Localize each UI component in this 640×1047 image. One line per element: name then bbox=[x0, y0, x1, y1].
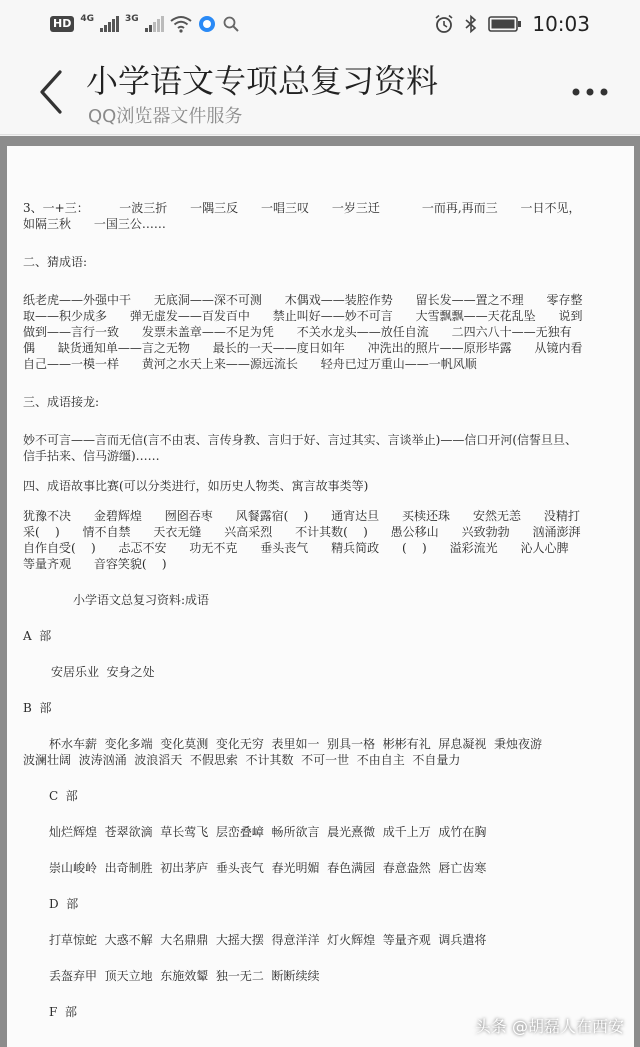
doc-paragraph: 丢盔弃甲 顶天立地 东施效颦 独一无二 断断续续 bbox=[49, 969, 320, 983]
page-title: 小学语文专项总复习资料 bbox=[86, 62, 439, 100]
status-left bbox=[50, 12, 240, 36]
status-bar bbox=[0, 0, 640, 48]
chevron-left-icon bbox=[30, 64, 74, 120]
status-right bbox=[434, 12, 590, 36]
app-header bbox=[0, 48, 640, 135]
bluetooth-icon bbox=[464, 14, 478, 34]
doc-paragraph: 波澜壮阔 波涛汹涌 波浪滔天 不假思索 不计其数 不可一世 不由自主 不自量力 bbox=[23, 753, 461, 767]
signal-1-icon bbox=[100, 16, 119, 32]
document-viewer[interactable] bbox=[0, 136, 640, 1047]
more-dots-icon bbox=[566, 78, 614, 106]
doc-paragraph: 崇山峻岭 出奇制胜 初出茅庐 垂头丧气 春光明媚 春色满园 春意盎然 唇亡齿寒 bbox=[49, 861, 487, 875]
doc-paragraph: 小学语文总复习资料:成语 bbox=[73, 593, 210, 607]
doc-paragraph: 三、成语接龙: bbox=[23, 395, 100, 409]
search-icon bbox=[222, 15, 240, 33]
doc-paragraph: 四、成语故事比赛(可以分类进行，如历史人物类、寓言故事类等) bbox=[23, 479, 369, 493]
doc-paragraph: 二、猜成语: bbox=[23, 255, 88, 269]
doc-paragraph: 灿烂辉煌 苍翠欲滴 草长莺飞 层峦叠嶂 畅所欲言 晨光熹微 成千上万 成竹在胸 bbox=[49, 825, 487, 839]
doc-paragraph: C 部 bbox=[49, 789, 78, 803]
doc-paragraph: F 部 bbox=[49, 1005, 77, 1019]
doc-paragraph: D 部 bbox=[49, 897, 79, 911]
page-subtitle: QQ浏览器文件服务 bbox=[88, 106, 243, 127]
doc-paragraph: 安居乐业 安身之处 bbox=[51, 665, 155, 679]
alarm-icon bbox=[434, 14, 454, 34]
doc-paragraph: 打草惊蛇 大惑不解 大名鼎鼎 大摇大摆 得意洋洋 灯火辉煌 等量齐观 调兵遣将 bbox=[49, 933, 487, 947]
doc-paragraph: B 部 bbox=[23, 701, 52, 715]
network-type-2: 3G bbox=[125, 14, 139, 24]
doc-paragraph: A 部 bbox=[23, 629, 52, 643]
doc-paragraph: 纸老虎——外强中干 无底洞——深不可测 木偶戏——装腔作势 留长发——置之不理 零存整取——积少成多 弹无虚发——百发百中 禁止叫好——妙不可言 大雪飘飘——天花乱坠 说到做到——言行一致 发票未盖章——不足为凭 不关水龙头——放任自流 二四六八十——无独有偶 缺货通知单——言之无物 最长的一天——度日如年 冲洗出的照片——原形毕露 从镜内看自己——一模一样 黄河之水天上来——源远流长 轻舟已过万重山——一帆风顺 bbox=[23, 293, 583, 371]
browser-app-icon bbox=[198, 15, 216, 33]
document-page bbox=[7, 146, 634, 1047]
hd-badge: HD bbox=[50, 16, 74, 32]
clock: 10:03 bbox=[532, 12, 590, 36]
watermark: 头条 @胡磊人在西安 bbox=[474, 1017, 624, 1036]
signal-2-icon bbox=[145, 16, 164, 32]
battery-icon bbox=[488, 15, 522, 33]
wifi-icon bbox=[170, 15, 192, 33]
doc-paragraph: 杯水车薪 变化多端 变化莫测 变化无穷 表里如一 别具一格 彬彬有礼 屏息凝视 秉烛夜游 bbox=[49, 737, 543, 751]
doc-paragraph: 3、一+三： 一波三折 一隅三反 一唱三叹 一岁三迁 一而再,再而三 一日不见，如隔三秋 一国三公…… bbox=[23, 201, 581, 231]
network-type-1: 4G bbox=[80, 14, 94, 24]
more-options-button[interactable] bbox=[566, 78, 614, 106]
document-content bbox=[23, 200, 604, 1020]
doc-paragraph: 犹豫不决 金碧辉煌 囫囵吞枣 风餐露宿( ) 通宵达旦 买椟还珠 安然无恙 没精打采( ) 情不自禁 天衣无缝 兴高采烈 不计其数( ) 愚公移山 兴致勃勃 汹涌澎湃 自作自受( ) 忐忑不安 功无不克 垂头丧气 精兵简政 ( ) 溢彩流光 沁人心脾 等量齐观 音容笑貌( ) bbox=[23, 509, 604, 571]
doc-paragraph: 妙不可言——言而无信(言不由衷、言传身教、言归于好、言过其实、言谈举止)——信口开河(信誓旦旦、信手拈来、信马游缰)…… bbox=[23, 433, 578, 463]
back-button[interactable] bbox=[30, 64, 74, 120]
